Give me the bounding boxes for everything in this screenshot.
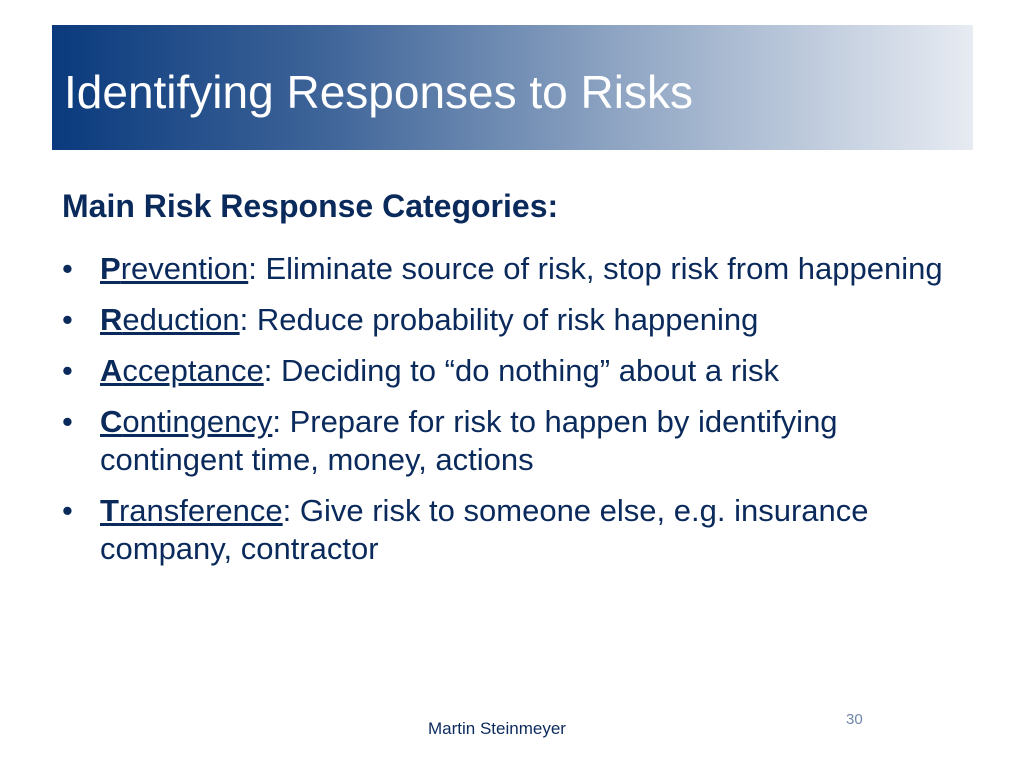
bullet-dot-icon: •: [62, 493, 73, 528]
term-rest: ontingency: [122, 404, 273, 439]
bullet-dot-icon: •: [62, 251, 73, 286]
bullet-reduction: [62, 301, 962, 339]
term-initial: C: [100, 404, 123, 439]
term-reduction: [100, 302, 240, 337]
title-banner: [52, 25, 973, 150]
bullet-description: : Eliminate source of risk, stop risk from happening: [248, 251, 943, 286]
bullet-dot-icon: •: [62, 302, 73, 337]
term-initial: R: [100, 302, 123, 337]
bullet-description: : Reduce probability of risk happening: [239, 302, 759, 337]
term-rest: cceptance: [122, 353, 264, 388]
term-transference: [100, 493, 283, 528]
bullet-contingency: [62, 403, 962, 479]
term-acceptance: [100, 353, 264, 388]
slide-subtitle: Main Risk Response Categories:: [62, 188, 559, 224]
term-rest: eduction: [122, 302, 240, 337]
term-initial: T: [100, 493, 119, 528]
risk-response-list: [62, 250, 962, 581]
term-contingency: [100, 404, 272, 439]
page-number: 30: [846, 711, 863, 728]
term-initial: A: [100, 353, 123, 388]
slide-title: Identifying Responses to Risks: [64, 66, 693, 118]
bullet-description: : Prepare for risk to happen by identifying contingent time, money, actions: [100, 404, 838, 477]
bullet-prevention: [62, 250, 962, 288]
footer-author: Martin Steinmeyer: [428, 719, 566, 738]
bullet-acceptance: [62, 352, 962, 390]
bullet-dot-icon: •: [62, 353, 73, 388]
bullet-dot-icon: •: [62, 404, 73, 439]
term-initial: P: [100, 251, 121, 286]
bullet-description: : Deciding to “do nothing” about a risk: [263, 353, 779, 388]
term-rest: revention: [120, 251, 249, 286]
term-rest: ransference: [118, 493, 283, 528]
bullet-description: : Give risk to someone else, e.g. insurance company, contractor: [100, 493, 869, 566]
bullet-transference: [62, 492, 962, 568]
term-prevention: [100, 251, 248, 286]
